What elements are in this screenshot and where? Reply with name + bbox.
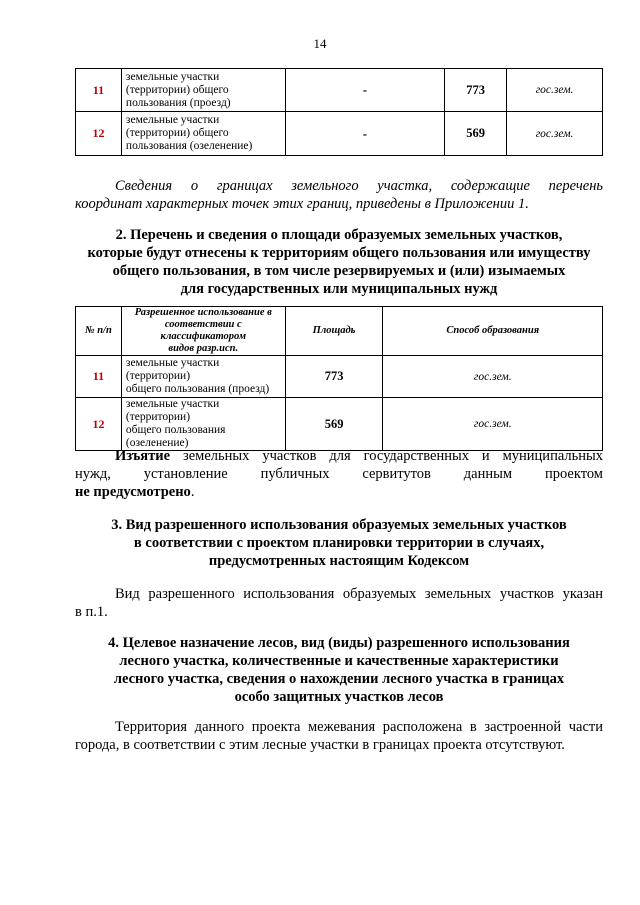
body-line: в п.1. [75,604,108,620]
use-line: земельные участки (территории) [125,357,220,382]
header-area: Площадь [285,307,383,356]
table-row [76,69,603,112]
heading-line: для государственных или муниципальных нужд [180,281,498,297]
heading-line: 3. Вид разрешенного использования образуемых земельных участков [111,517,567,533]
seizure-text: земельных участков для государственных и муниципальных [170,448,603,464]
table-row [76,398,603,451]
table-row [76,112,603,156]
boundaries-note [75,177,603,213]
method-cell: гос.зем. [507,69,603,112]
method-cell: гос.зем. [383,398,603,451]
header-line: соответствии с классификатором [160,319,247,342]
header-number: № п/п [76,307,122,356]
permitted-use-cell [121,112,285,156]
use-line: общего пользования (озеленение) [125,424,226,449]
permitted-use-cell [121,356,285,398]
permitted-use-cell [121,398,285,451]
use-line: земельные участки [125,114,220,126]
method-cell: гос.зем. [507,112,603,156]
use-line: земельные участки [125,70,220,83]
use-line: общего пользования (проезд) [125,383,270,395]
use-line: земельные участки (территории) [125,398,220,423]
heading-line: лесного участка, сведения о нахождении лесного участка в границах [113,671,565,687]
use-line: (территории) общего [125,83,229,96]
body-line: города, в соответствии с этим лесные участки в границах проекта отсутствуют. [75,737,565,753]
heading-line: особо защитных участков лесов [234,689,444,705]
heading-line: 2. Перечень и сведения о площади образуемых земельных участков, [115,227,563,243]
header-line: видов разр.исп. [168,343,239,354]
row-number: 11 [76,356,122,398]
dash-cell: - [285,69,445,112]
page-number: 14 [313,36,327,51]
area-cell: 569 [445,112,507,156]
body-line: Территория данного проекта межевания расположена в застроенной части [115,719,603,735]
land-plots-table [75,306,603,451]
header-line: Разрешенное использование в [134,307,272,318]
permitted-use-cell [121,69,285,112]
section-4-heading [75,634,603,706]
area-cell: 773 [445,69,507,112]
heading-line: предусмотренных настоящим Кодексом [208,553,470,569]
table-row [76,356,603,398]
heading-line: которые будут отнесены к территориям общего пользования или имуществу [87,245,591,261]
seizure-paragraph [75,447,603,501]
header-method: Способ образования [383,307,603,356]
section-4-body [75,718,603,754]
dash-cell: - [285,112,445,156]
seizure-line-2: нужд, установление публичных сервитутов данным проектом [75,466,603,482]
heading-line: 4. Целевое назначение лесов, вид (виды) разрешенного использования [108,635,570,651]
heading-line: лесного участка, количественные и качественные характеристики [119,653,559,669]
area-cell: 569 [285,398,383,451]
continuation-table [75,68,603,156]
body-line: Вид разрешенного использования образуемых земельных участков указан [115,586,603,602]
note-line: координат характерных точек этих границ, приведены в Приложении 1. [75,196,529,212]
header-permitted-use [121,307,285,356]
seizure-line-1 [75,447,603,465]
seizure-bold: Изъятие [115,448,171,464]
heading-line: в соответствии с проектом планировки территории в случаях, [133,535,545,551]
heading-line: общего пользования, в том числе резервируемых и (или) изымаемых [112,263,566,279]
section-2-heading [75,226,603,298]
use-line: (территории) общего [125,127,229,139]
section-3-body [75,585,603,621]
row-number: 12 [76,398,122,451]
row-number: 11 [76,69,122,112]
seizure-period: . [190,484,195,500]
note-line: Сведения о границах земельного участка, содержащие перечень [115,178,603,194]
use-line: пользования (проезд) [125,96,231,109]
area-cell: 773 [285,356,383,398]
method-cell: гос.зем. [383,356,603,398]
section-3-heading [75,516,603,570]
row-number: 12 [76,112,122,156]
use-line: пользования (озеленение) [125,140,253,152]
seizure-bold-end: не предусмотрено [75,484,191,500]
table-header-row [76,307,603,356]
